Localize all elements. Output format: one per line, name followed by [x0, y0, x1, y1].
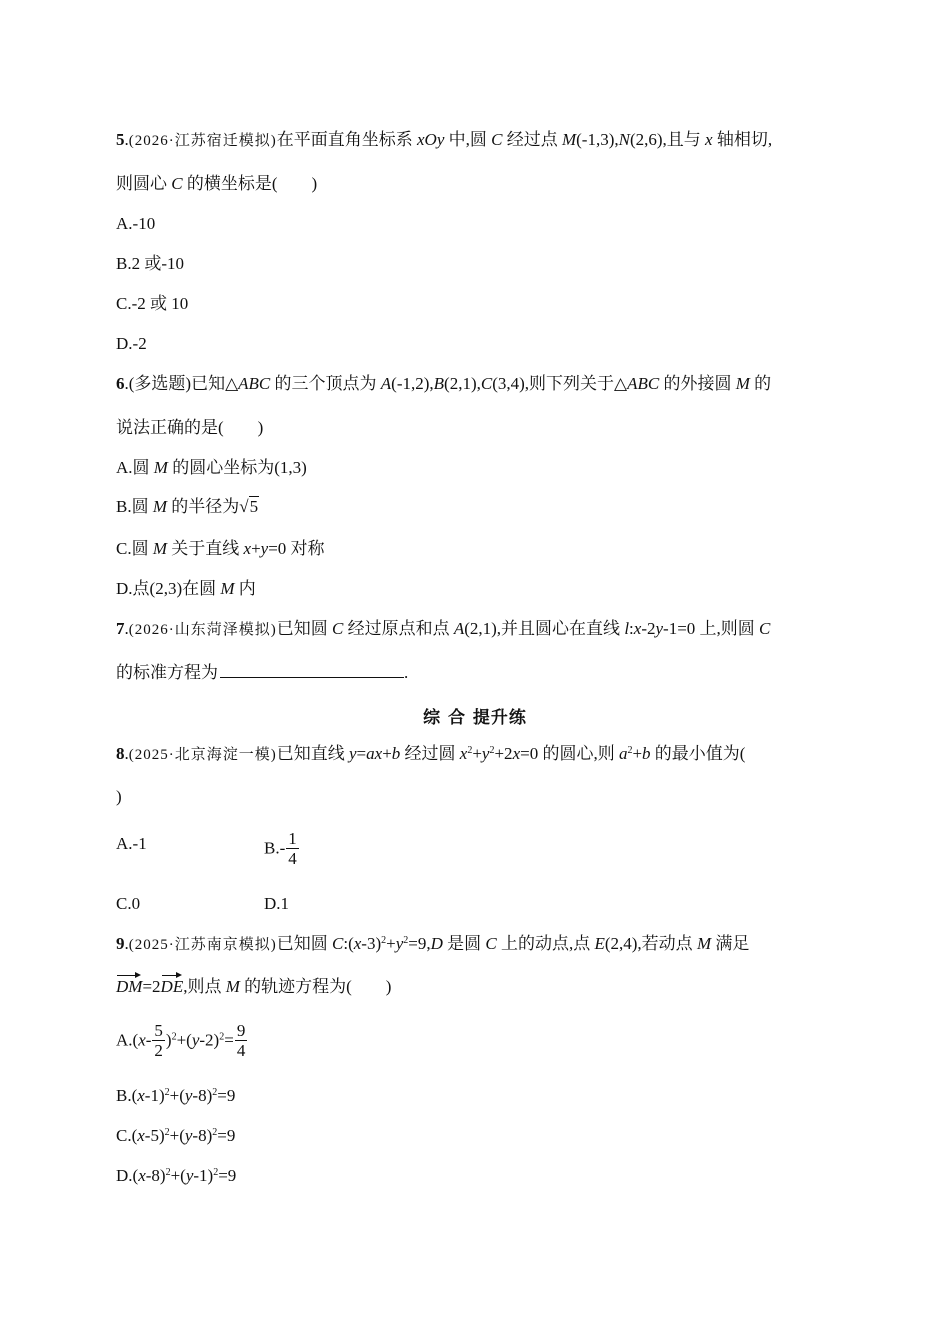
q9-text: 上的动点,点: [496, 934, 595, 953]
answer-blank[interactable]: [220, 661, 404, 678]
q9-text: +(: [169, 1126, 185, 1145]
q9-text: -1): [144, 1086, 165, 1105]
q9-var: x: [138, 1166, 146, 1185]
q9-var: E: [594, 934, 605, 953]
q8-text: +: [382, 744, 392, 763]
q6-var: B: [433, 374, 445, 393]
q8-text: 经过圆: [400, 744, 460, 763]
q9-sup: 2: [403, 935, 409, 946]
q9-var: C: [332, 934, 344, 953]
q6-text: A.圆: [116, 458, 154, 477]
q6-text: 的圆心坐标为(1,3): [167, 458, 307, 477]
q7-text: 经过原点和点: [343, 619, 454, 638]
q5-text: (-1,3),: [576, 130, 619, 149]
q9-sup: 2: [165, 1167, 171, 1178]
q6-var: y: [260, 539, 269, 558]
q5-var: M: [561, 130, 577, 149]
q6-var: C: [480, 374, 493, 393]
q7-text: :: [629, 619, 634, 638]
q5-var: x: [705, 130, 713, 149]
q9-text: -8): [192, 1126, 213, 1145]
q9-text: -2): [199, 1030, 220, 1050]
numerator: 1: [288, 829, 297, 848]
q7-text: (2,1),并且圆心在直线: [464, 619, 625, 638]
q6-text: D.点(2,3)在圆: [116, 579, 221, 598]
q6-text: 的: [749, 374, 772, 393]
q7-stem-line2: [116, 661, 408, 684]
q9-text: ): [165, 1030, 172, 1050]
q7-var: C: [332, 619, 344, 638]
q8-text: B.-: [264, 838, 286, 858]
q6-text: B.圆: [116, 497, 153, 516]
denominator: 2: [154, 1041, 163, 1060]
q9-option-c: [116, 1125, 235, 1147]
q6-text: 的外接圆: [659, 374, 736, 393]
numerator: 5: [154, 1021, 163, 1040]
q9-option-a: [116, 1022, 248, 1061]
q7-var: l: [624, 619, 630, 638]
q7-stem-line1: 7.(2026·山东菏泽模拟)已知圆 C 经过原点和点 A(2,1),并且圆心在直线 l:x-2y-1=0 上,则圆 C: [116, 619, 771, 638]
q8-text: +2: [494, 744, 513, 763]
q8-var: a: [366, 744, 375, 763]
q9-text: =9,: [408, 934, 431, 953]
numerator: 9: [236, 1021, 246, 1040]
q8-option-a: A.-1: [116, 834, 147, 853]
fraction: [152, 1021, 165, 1060]
q5-option-d: D.-2: [116, 334, 147, 353]
q9-option-b: [116, 1085, 235, 1107]
q9-text: 的轨迹方程为( ): [239, 977, 392, 996]
q8-text: =0 的圆心,则: [520, 744, 619, 763]
q5-text: 中,圆: [444, 130, 492, 149]
q9-text: (2,4),若动点: [604, 934, 697, 953]
q8-source: (2025·北京海淀一模): [128, 747, 277, 763]
q9-sup: 2: [212, 1087, 218, 1098]
section-heading: 综 合 提升练: [423, 708, 527, 728]
q7-number: 7: [116, 619, 125, 638]
q5-var: C: [171, 174, 183, 193]
q9-text: =9: [217, 1126, 236, 1145]
q9-var: C: [485, 934, 497, 953]
q9-text: 满足: [711, 934, 750, 953]
q6-text: 的半径为: [167, 497, 240, 516]
q9-sup: 2: [212, 1127, 218, 1138]
q9-text: -8): [192, 1086, 213, 1105]
q9-var: y: [184, 1086, 193, 1105]
q9-text: +(: [170, 1166, 186, 1185]
q7-text: 已知圆: [276, 619, 332, 638]
q6-var: x: [243, 539, 252, 558]
q5-var: xOy: [417, 130, 445, 149]
q8-var: b: [642, 744, 651, 763]
q9-text: +(: [169, 1086, 185, 1105]
q6-text: (2,1),: [444, 374, 481, 393]
q6-stem-line2: 说法正确的是( ): [116, 418, 264, 437]
q8-text: =: [356, 744, 367, 763]
q9-var: y: [185, 1166, 194, 1185]
q8-sup: 2: [467, 745, 473, 756]
q6-var: M: [153, 458, 168, 477]
q8-text: +: [472, 744, 482, 763]
q9-sup: 2: [164, 1127, 170, 1138]
sqrt-symbol: √5: [239, 497, 259, 516]
q9-text: 是圆: [442, 934, 486, 953]
q9-var: y: [395, 934, 404, 953]
q9-var: M: [225, 977, 240, 996]
q9-text: =: [224, 1030, 234, 1050]
q9-var: x: [353, 934, 362, 953]
q6-text: 内: [234, 579, 256, 598]
q5-text: 的横坐标是( ): [182, 174, 318, 193]
q9-var: x: [137, 1086, 145, 1105]
q7-var: y: [655, 619, 664, 638]
fraction: [235, 1021, 248, 1060]
q8-text: 的最小值为(: [650, 744, 746, 763]
q8-var: y: [481, 744, 490, 763]
q8-var: x: [512, 744, 521, 763]
q5-text: 轴相切,: [712, 130, 773, 149]
q6-text: +: [251, 539, 261, 558]
q9-sup: 2: [213, 1167, 219, 1178]
q6-text: =0 对称: [268, 539, 325, 558]
q7-text: .: [404, 663, 409, 682]
q6-var: A: [380, 374, 392, 393]
q9-text: A.(: [116, 1030, 139, 1050]
q5-text: (2,6),且与: [629, 130, 706, 149]
q8-var: x: [374, 744, 383, 763]
q6-text: 关于直线: [167, 539, 244, 558]
q9-text: C.(: [116, 1126, 138, 1145]
q8-var: x: [459, 744, 468, 763]
q6-var: M: [220, 579, 235, 598]
q6-text: (3,4),则下列关于△: [492, 374, 628, 393]
q8-option-c: C.0: [116, 894, 141, 913]
q8-var: b: [391, 744, 401, 763]
q5-number: 5: [116, 130, 125, 149]
q5-stem-line1: 5.(2026·江苏宿迁模拟)在平面直角坐标系 xOy 中,圆 C 经过点 M(-1,3),N(2,6),且与 x 轴相切,: [116, 130, 773, 149]
q9-text: =9: [217, 1086, 236, 1105]
q6-text: .(多选题)已知△: [124, 374, 239, 393]
q9-var: x: [137, 1126, 145, 1145]
vector-dm: DM: [116, 972, 142, 998]
q9-text: B.(: [116, 1086, 138, 1105]
q5-var: N: [618, 130, 630, 149]
q8-sup: 2: [627, 745, 633, 756]
q5-option-a: A.-10: [116, 214, 156, 233]
q9-var: y: [184, 1126, 193, 1145]
q8-text: 已知直线: [276, 744, 349, 763]
q8-sup: 2: [489, 745, 495, 756]
q9-text: D.(: [116, 1166, 139, 1185]
q6-var: M: [152, 539, 168, 558]
q9-text: =2: [142, 977, 161, 996]
q9-sup: 2: [219, 1031, 225, 1043]
q6-option-b: [116, 496, 259, 518]
q8-option-d: D.1: [264, 894, 290, 913]
q7-text: -1=0 上,则圆: [663, 619, 760, 638]
q9-text: -8): [145, 1166, 166, 1185]
q5-stem-line2: [116, 173, 317, 195]
q9-text: -: [145, 1030, 152, 1050]
q8-var: a: [618, 744, 628, 763]
q5-text: 经过点: [502, 130, 562, 149]
q8-number: 8: [116, 744, 125, 763]
q6-var: M: [735, 374, 750, 393]
q6-var: ABC: [238, 374, 271, 393]
q9-sup: 2: [164, 1087, 170, 1098]
q5-text: 在平面直角坐标系: [276, 130, 417, 149]
q5-option-b: B.2 或-10: [116, 254, 184, 273]
q7-var: A: [453, 619, 465, 638]
q6-text: C.圆: [116, 539, 153, 558]
q9-var: D: [430, 934, 443, 953]
q9-stem-line1: 9.(2025·江苏南京模拟)已知圆 $C:(x-3)^2+y^2=9,D$ 是圆 C 上的动点,点 E(2,4),若动点 M 满足: [116, 934, 750, 953]
q6-text: 的三个顶点为: [270, 374, 381, 393]
q8-var: y: [349, 744, 357, 763]
q6-var: M: [152, 497, 168, 516]
fraction: [286, 829, 299, 868]
q9-sup: 2: [171, 1031, 177, 1043]
q6-number: 6: [116, 374, 125, 393]
q6-text: (-1,2),: [391, 374, 434, 393]
q6-option-c: [116, 538, 325, 560]
q9-sup: 2: [381, 935, 387, 946]
q7-var: C: [759, 619, 771, 638]
q9-text: +: [386, 934, 396, 953]
vector-de: DE: [161, 972, 184, 998]
radicand: 5: [249, 497, 259, 516]
q9-var: x: [138, 1030, 146, 1050]
q8-stem-line2: ): [116, 787, 122, 806]
denominator: 4: [288, 849, 297, 868]
q8-stem-line1: 8.(2025·北京海淀一模)已知直线 y=ax+b 经过圆 $x^2+y^2+2x=0$ 的圆心,则 $a^2+b$ 的最小值为(: [116, 744, 746, 763]
q5-option-c: C.-2 或 10: [116, 294, 189, 313]
q5-source: (2026·江苏宿迁模拟): [128, 133, 277, 149]
q6-stem-line1: [116, 373, 771, 395]
q9-var: y: [191, 1030, 200, 1050]
q8-text: +: [632, 744, 643, 763]
q9-text: -3): [361, 934, 382, 953]
q9-text: ,则点: [183, 977, 226, 996]
q5-var: C: [491, 130, 503, 149]
q9-text: =9: [218, 1166, 237, 1185]
q6-var: ABC: [627, 374, 660, 393]
q6-option-d: [116, 578, 256, 600]
q9-text: -5): [144, 1126, 165, 1145]
q9-option-d: [116, 1165, 236, 1187]
q7-var: x: [633, 619, 642, 638]
q9-text: 已知圆: [276, 934, 332, 953]
q9-text: +(: [176, 1030, 192, 1050]
q9-stem-line2: [116, 972, 391, 998]
q9-text: :(: [343, 934, 354, 953]
q9-var: M: [696, 934, 712, 953]
q9-number: 9: [116, 934, 125, 953]
q8-option-b: [264, 830, 300, 869]
q7-source: (2026·山东菏泽模拟): [128, 622, 277, 638]
q7-text: -2: [641, 619, 656, 638]
q6-option-a: [116, 457, 307, 479]
q9-text: -1): [193, 1166, 214, 1185]
q9-source: (2025·江苏南京模拟): [128, 937, 277, 953]
q5-text: 则圆心: [116, 174, 172, 193]
q7-text: 的标准方程为: [116, 663, 218, 682]
denominator: 4: [236, 1041, 246, 1060]
